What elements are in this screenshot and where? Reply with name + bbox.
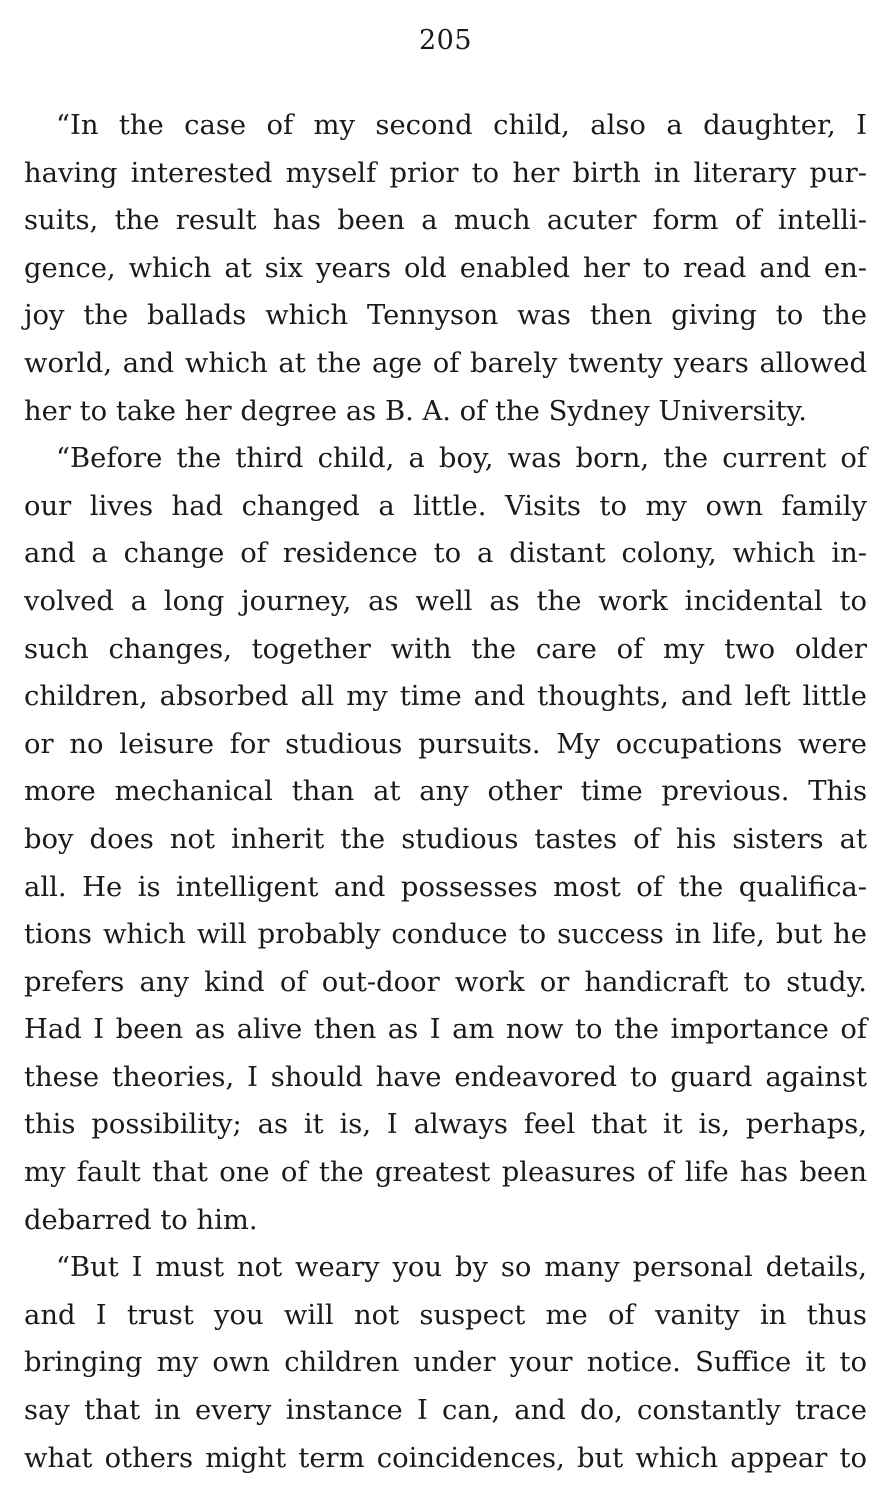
text-line: this possibility; as it is, I always feel that it is, perhaps, — [24, 1109, 867, 1141]
text-line: world, and which at the age of barely twenty years allowed — [24, 347, 867, 379]
text-line: or no leisure for studious pursuits. My occupations were — [24, 728, 867, 760]
text-line: “But I must not weary you by so many personal details, — [56, 1252, 867, 1284]
text-line: tions which will probably conduce to success in life, but he — [24, 919, 867, 951]
text-line: all. He is intelligent and possesses most of the qualifica- — [24, 871, 867, 903]
text-line: these theories, I should have endeavored to guard against — [24, 1061, 867, 1093]
text-line: and I trust you will not suspect me of vanity in thus — [24, 1299, 867, 1331]
text-line: joy the ballads which Tennyson was then giving to the — [24, 300, 867, 332]
text-line: and a change of residence to a distant colony, which in- — [24, 538, 867, 570]
paragraph — [24, 1244, 867, 1482]
page-number: 205 — [418, 25, 473, 56]
body-text — [24, 102, 867, 1482]
text-line: “In the case of my second child, also a daughter, I — [56, 110, 867, 141]
text-line: prefers any kind of out-door work or handicraft to study. — [24, 966, 867, 998]
text-line: my fault that one of the greatest pleasures of life has been — [24, 1157, 867, 1189]
text-line: volved a long journey, as well as the work incidental to — [24, 585, 867, 617]
text-line: such changes, together with the care of my two older — [24, 633, 867, 665]
text-line: bringing my own children under your notice. Suffice it to — [24, 1347, 867, 1379]
text-line: boy does not inherit the studious tastes of his sisters at — [24, 823, 867, 855]
text-line: suits, the result has been a much acuter form of intelli- — [24, 205, 867, 237]
text-line: our lives had changed a little. Visits to my own family — [24, 490, 867, 522]
text-line: “Before the third child, a boy, was born, the current of — [56, 443, 867, 475]
paragraph — [24, 435, 867, 1244]
text-line: gence, which at six years old enabled her to read and en- — [24, 252, 867, 284]
text-line: what others might term coincidences, but which appear to — [24, 1442, 867, 1474]
text-line: Had I been as alive then as I am now to the importance of — [24, 1014, 867, 1046]
paragraph — [24, 102, 867, 435]
text-line: having interested myself prior to her birth in literary pur- — [24, 157, 867, 189]
text-line: her to take her degree as B. A. of the Sydney University. — [24, 395, 808, 427]
text-line: say that in every instance I can, and do, constantly trace — [24, 1395, 867, 1427]
text-line: debarred to him. — [24, 1204, 258, 1236]
text-line: more mechanical than at any other time previous. This — [24, 776, 867, 808]
text-line: children, absorbed all my time and thoughts, and left little — [24, 681, 867, 713]
